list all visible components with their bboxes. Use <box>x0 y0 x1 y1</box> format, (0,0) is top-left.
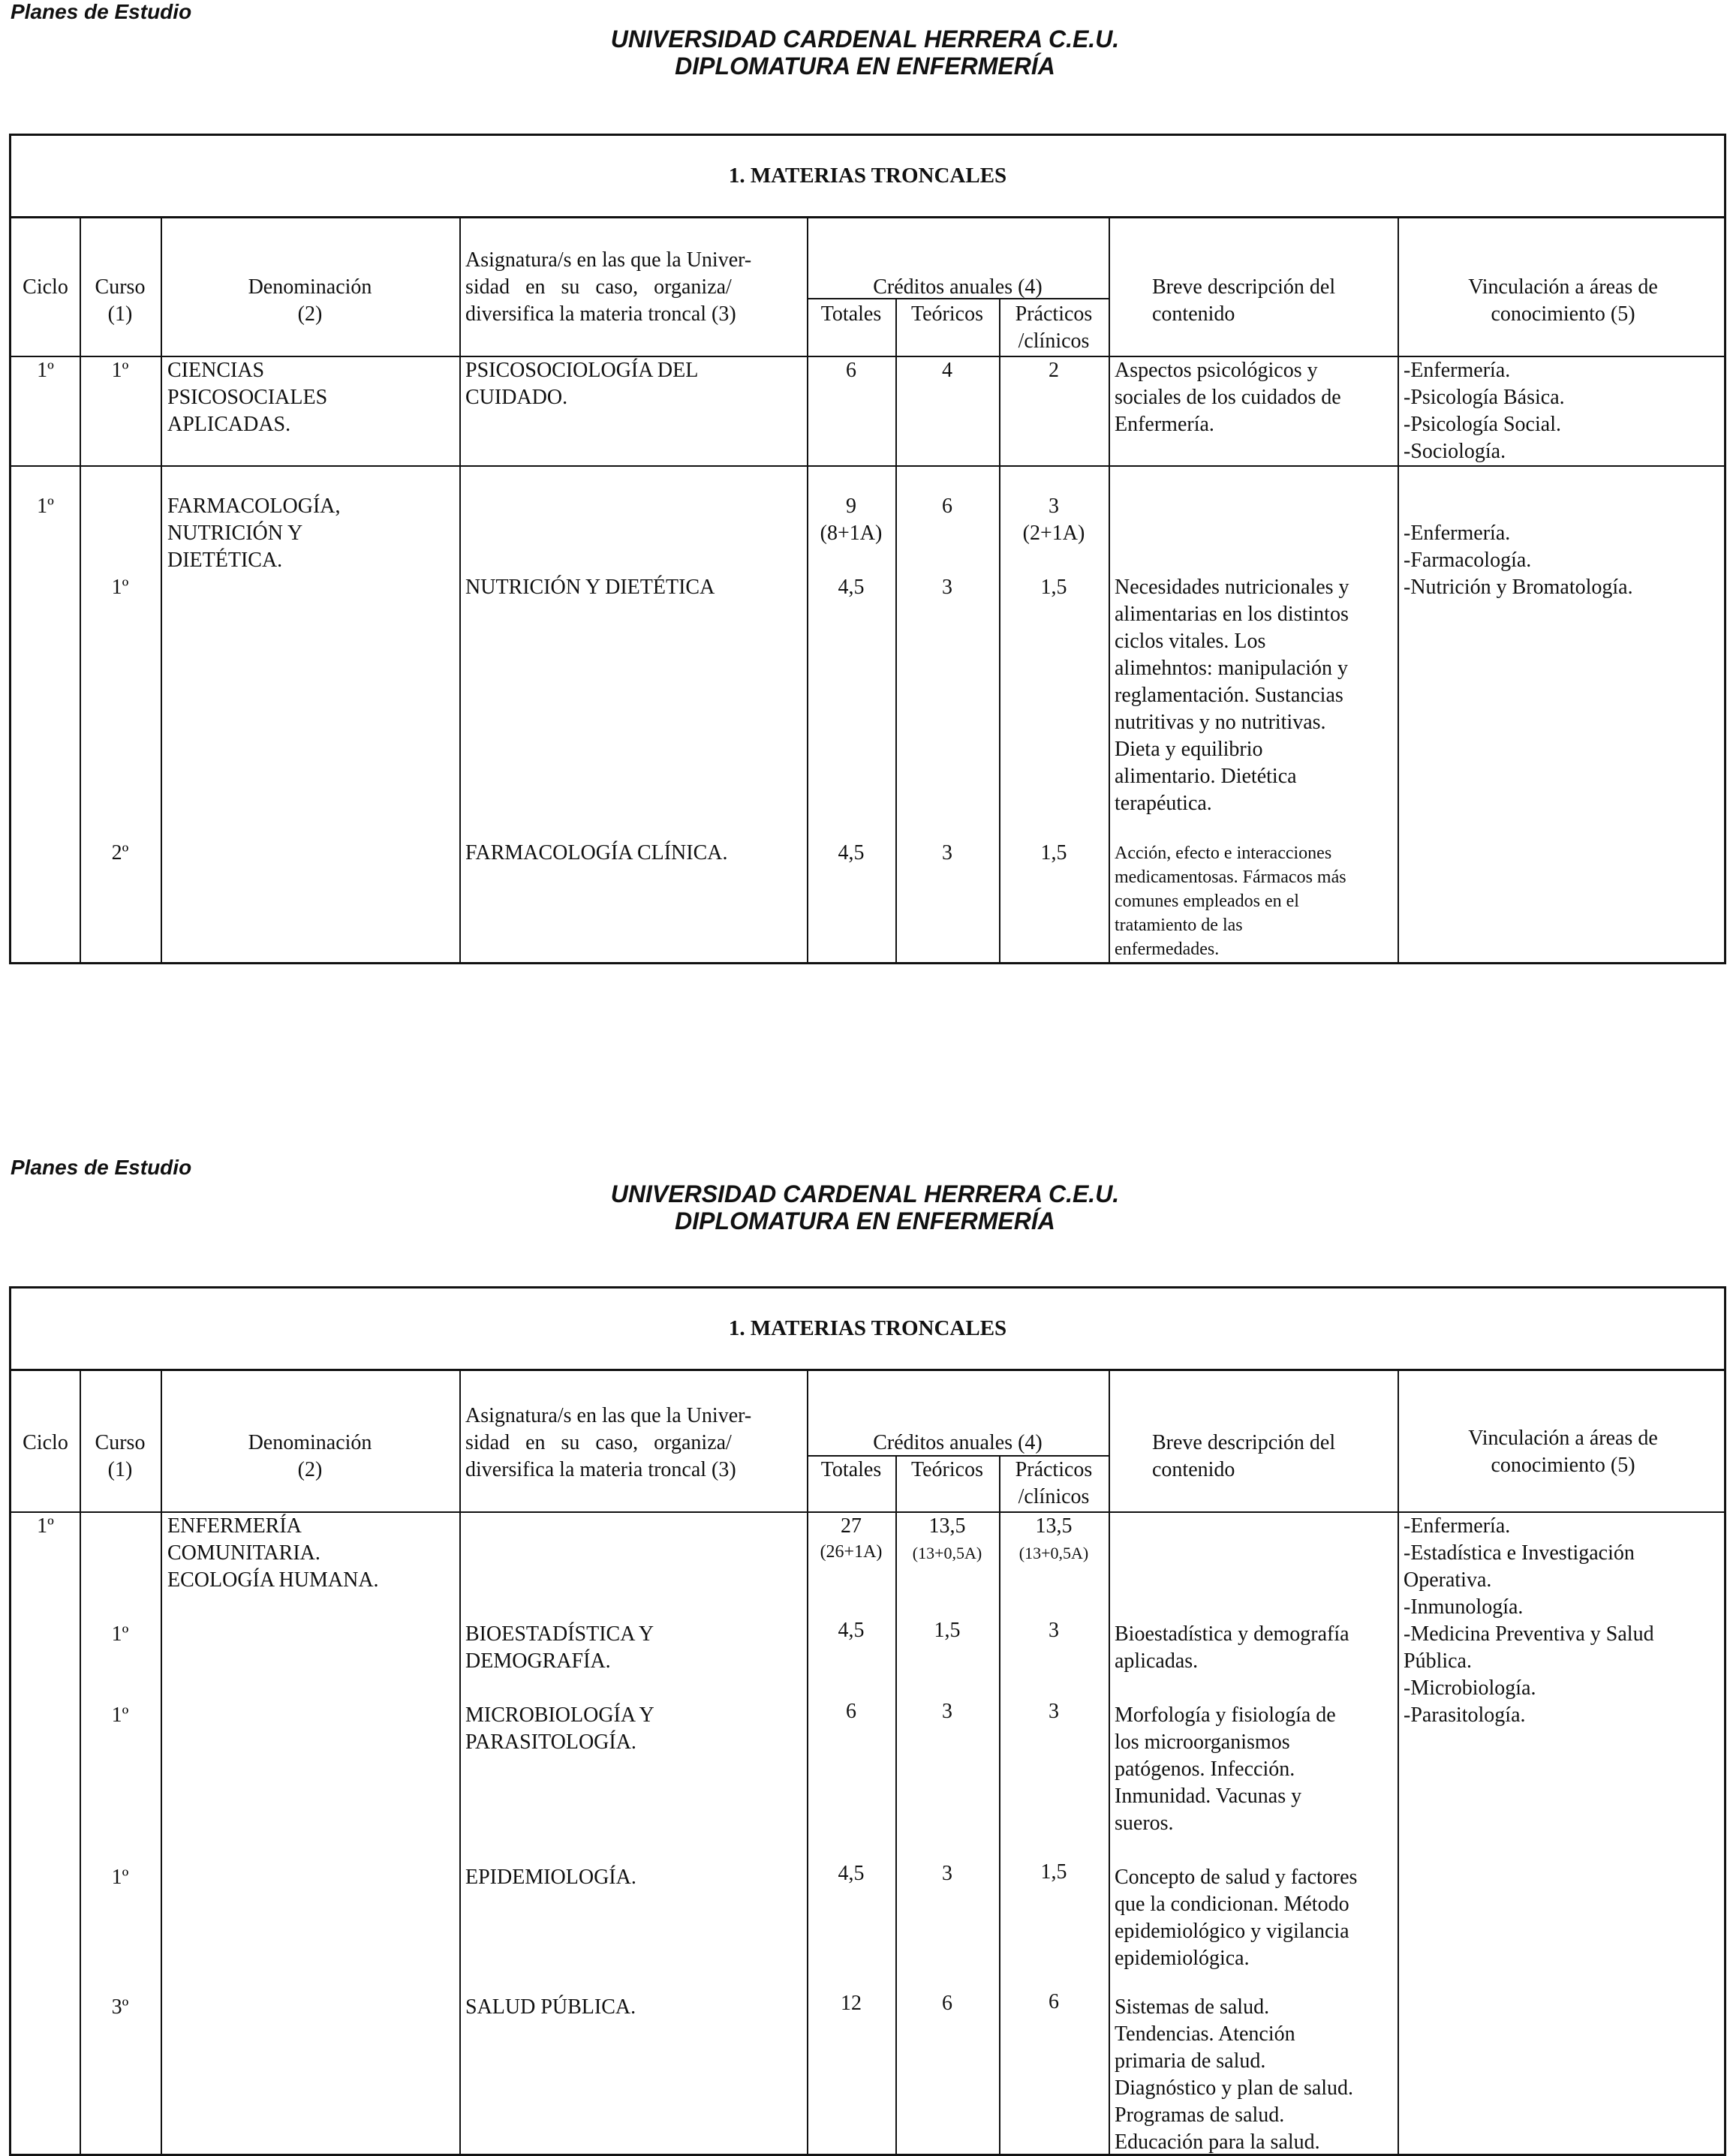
r3d-curso: 3º <box>111 1995 129 2019</box>
r3-teoricos: 13,5 <box>928 1514 966 1538</box>
r2a-descripcion-7: Dieta y equilibrio <box>1115 738 1263 761</box>
r3b-practicos: 3 <box>1049 1700 1059 1723</box>
degree-title: DIPLOMATURA EN ENFERMERÍA <box>675 53 1055 80</box>
header-denominacion-note: (2) <box>297 302 323 326</box>
header-asignatura-2: sidad en su caso, organiza/ <box>465 1431 732 1454</box>
r3-vinculacion-6: Pública. <box>1404 1649 1472 1673</box>
r3c-descripcion-4: epidemiológica. <box>1115 1947 1250 1970</box>
r3-ciclo: 1º <box>37 1514 54 1538</box>
university-title: UNIVERSIDAD CARDENAL HERRERA C.E.U. <box>610 1180 1120 1207</box>
header-descripcion-2: contenido <box>1152 1458 1235 1481</box>
header-vinculacion: Vinculación a áreas de <box>1468 275 1658 299</box>
r2a-curso: 1º <box>111 576 129 599</box>
r3d-asignatura: SALUD PÚBLICA. <box>465 1995 636 2019</box>
r3-vinculacion-3: Operativa. <box>1404 1568 1492 1592</box>
r3-totales: 27 <box>841 1514 862 1538</box>
r3a-totales: 4,5 <box>838 1619 865 1642</box>
r2b-teoricos: 3 <box>942 841 952 865</box>
troncales-table <box>9 134 1726 964</box>
r3c-practicos: 1,5 <box>1040 1860 1067 1884</box>
r2a-totales: 4,5 <box>838 576 865 599</box>
section-title: 1. MATERIAS TRONCALES <box>11 1288 1724 1371</box>
r1-denominacion-3: APLICADAS. <box>167 413 291 436</box>
r3-vinculacion-1: -Enfermería. <box>1404 1514 1511 1538</box>
r1-ciclo: 1º <box>37 359 54 382</box>
r3b-curso: 1º <box>111 1703 129 1727</box>
r3b-descripcion-4: Inmunidad. Vacunas y <box>1115 1785 1302 1808</box>
header-descripcion-2: contenido <box>1152 302 1235 326</box>
r2-practicos: 3 <box>1049 495 1059 518</box>
r3-totales-note: (26+1A) <box>820 1542 883 1562</box>
header-curso: Curso <box>95 1431 146 1454</box>
r3b-descripcion-2: los microorganismos <box>1115 1731 1290 1754</box>
r3a-teoricos: 1,5 <box>934 1619 961 1642</box>
header-curso: Curso <box>95 275 146 299</box>
r3d-descripcion-1: Sistemas de salud. <box>1115 1995 1270 2019</box>
r3b-asignatura-1: MICROBIOLOGÍA Y <box>465 1703 654 1727</box>
r3a-practicos: 3 <box>1049 1619 1059 1642</box>
r2a-descripcion-3: ciclos vitales. Los <box>1115 630 1266 653</box>
troncales-table <box>9 1286 1726 2156</box>
r2-practicos-note: (2+1A) <box>1022 522 1085 545</box>
r1-curso: 1º <box>111 359 129 382</box>
header-curso-note: (1) <box>107 1458 133 1481</box>
r2-teoricos: 6 <box>942 495 952 518</box>
r3-vinculacion-5: -Medicina Preventiva y Salud <box>1404 1622 1654 1646</box>
r2a-asignatura: NUTRICIÓN Y DIETÉTICA <box>465 576 715 599</box>
header-teoricos: Teóricos <box>910 1458 983 1481</box>
r2a-descripcion-1: Necesidades nutricionales y <box>1115 576 1349 599</box>
r2a-descripcion-4: alimehntos: manipulación y <box>1115 657 1349 680</box>
header-totales: Totales <box>820 1458 882 1481</box>
r2-denominacion-3: DIETÉTICA. <box>167 549 283 572</box>
r3-vinculacion-2: -Estadística e Investigación <box>1404 1541 1635 1565</box>
r3b-totales: 6 <box>846 1700 856 1723</box>
r2a-descripcion-2: alimentarias en los distintos <box>1115 603 1349 626</box>
r2b-descripcion-2: medicamentosas. Fármacos más <box>1115 868 1346 887</box>
r3d-descripcion-6: Educación para la salud. <box>1115 2130 1320 2154</box>
r3b-descripcion-3: patógenos. Infección. <box>1115 1758 1295 1781</box>
r3d-totales: 12 <box>841 1992 862 2015</box>
r2-vinculacion-1: -Enfermería. <box>1404 522 1511 545</box>
page-label: Planes de Estudio <box>11 1156 192 1179</box>
header-denominacion: Denominación <box>248 275 372 299</box>
header-clinicos: /clínicos <box>1018 329 1090 353</box>
r3b-asignatura-2: PARASITOLOGÍA. <box>465 1731 636 1754</box>
r3a-descripcion-1: Bioestadística y demografía <box>1115 1622 1349 1646</box>
r1-teoricos: 4 <box>942 359 952 382</box>
r3d-descripcion-2: Tendencias. Atención <box>1115 2022 1295 2046</box>
r1-descripcion-1: Aspectos psicológicos y <box>1115 359 1318 382</box>
page-label: Planes de Estudio <box>11 0 192 23</box>
r3c-asignatura: EPIDEMIOLOGÍA. <box>465 1866 636 1889</box>
header-descripcion: Breve descripción del <box>1152 275 1336 299</box>
header-vinculacion-2: conocimiento (5) <box>1491 302 1635 326</box>
r3a-asignatura-2: DEMOGRAFÍA. <box>465 1649 611 1673</box>
r1-asignatura-1: PSICOSOCIOLOGÍA DEL <box>465 359 699 382</box>
r3a-descripcion-2: aplicadas. <box>1115 1649 1199 1673</box>
degree-title: DIPLOMATURA EN ENFERMERÍA <box>675 1207 1055 1234</box>
r3c-descripcion-2: que la condicionan. Método <box>1115 1893 1349 1916</box>
r1-vinculacion-3: -Psicología Social. <box>1404 413 1561 436</box>
r2-totales-note: (8+1A) <box>820 522 883 545</box>
r2-denominacion-2: NUTRICIÓN Y <box>167 522 303 545</box>
r3-denominacion-3: ECOLOGÍA HUMANA. <box>167 1568 379 1592</box>
r3b-descripcion-1: Morfología y fisiología de <box>1115 1703 1336 1727</box>
header-ciclo: Ciclo <box>23 1431 68 1454</box>
header-ciclo: Ciclo <box>23 275 68 299</box>
r3d-descripcion-3: primaria de salud. <box>1115 2049 1266 2073</box>
r1-totales: 6 <box>846 359 856 382</box>
r3-practicos: 13,5 <box>1035 1514 1073 1538</box>
header-vinculacion-2: conocimiento (5) <box>1491 1454 1635 1477</box>
section-title: 1. MATERIAS TRONCALES <box>11 136 1724 218</box>
r2-ciclo: 1º <box>37 495 54 518</box>
r2-totales: 9 <box>846 495 856 518</box>
r3-vinculacion-8: -Parasitología. <box>1404 1703 1526 1727</box>
r3b-descripcion-5: sueros. <box>1115 1812 1174 1835</box>
r2a-descripcion-5: reglamentación. Sustancias <box>1115 684 1343 707</box>
r2b-descripcion-1: Acción, efecto e interacciones <box>1115 843 1332 863</box>
r2a-descripcion-6: nutritivas y no nutritivas. <box>1115 711 1326 734</box>
r3d-descripcion-4: Diagnóstico y plan de salud. <box>1115 2076 1354 2100</box>
r3-teoricos-note: (13+0,5A) <box>912 1544 982 1562</box>
university-title: UNIVERSIDAD CARDENAL HERRERA C.E.U. <box>610 26 1120 53</box>
r1-descripcion-2: sociales de los cuidados de <box>1115 386 1341 409</box>
r2b-practicos: 1,5 <box>1040 841 1067 865</box>
header-vinculacion: Vinculación a áreas de <box>1468 1427 1658 1450</box>
header-asignatura-3: diversifica la materia troncal (3) <box>465 302 736 326</box>
r3c-descripcion-3: epidemiológico y vigilancia <box>1115 1920 1349 1943</box>
header-creditos: Créditos anuales (4) <box>873 1431 1043 1454</box>
r3b-teoricos: 3 <box>942 1700 952 1723</box>
header-creditos: Créditos anuales (4) <box>873 275 1043 299</box>
r3-practicos-note: (13+0,5A) <box>1018 1544 1089 1562</box>
r2b-totales: 4,5 <box>838 841 865 865</box>
header-practicos: Prácticos <box>1015 1458 1093 1481</box>
header-denominacion-note: (2) <box>297 1458 323 1481</box>
r3-vinculacion-7: -Microbiología. <box>1404 1676 1536 1700</box>
r3-vinculacion-4: -Inmunología. <box>1404 1595 1524 1619</box>
r3a-asignatura-1: BIOESTADÍSTICA Y <box>465 1622 654 1646</box>
r3d-descripcion-5: Programas de salud. <box>1115 2103 1285 2127</box>
r2a-descripcion-8: alimentario. Dietética <box>1115 765 1297 788</box>
header-asignatura-3: diversifica la materia troncal (3) <box>465 1458 736 1481</box>
r3-denominacion-2: COMUNITARIA. <box>167 1541 320 1565</box>
r1-vinculacion-1: -Enfermería. <box>1404 359 1511 382</box>
r3d-teoricos: 6 <box>942 1992 952 2015</box>
r2b-descripcion-3: comunes empleados en el <box>1115 892 1299 911</box>
r2a-practicos: 1,5 <box>1040 576 1067 599</box>
r3c-descripcion-1: Concepto de salud y factores <box>1115 1866 1358 1889</box>
r3a-curso: 1º <box>111 1622 129 1646</box>
header-asignatura-1: Asignatura/s en las que la Univer- <box>465 248 752 272</box>
r2b-asignatura: FARMACOLOGÍA CLÍNICA. <box>465 841 728 865</box>
header-clinicos: /clínicos <box>1018 1485 1090 1508</box>
r2b-curso: 2º <box>111 841 129 865</box>
r1-asignatura-2: CUIDADO. <box>465 386 568 409</box>
r3c-curso: 1º <box>111 1866 129 1889</box>
r3-denominacion-1: ENFERMERÍA <box>167 1514 302 1538</box>
header-curso-note: (1) <box>107 302 133 326</box>
r2-vinculacion-2: -Farmacología. <box>1404 549 1532 572</box>
r2-denominacion-1: FARMACOLOGÍA, <box>167 495 341 518</box>
header-asignatura-1: Asignatura/s en las que la Univer- <box>465 1404 752 1427</box>
r2a-descripcion-9: terapéutica. <box>1115 792 1212 815</box>
r2a-teoricos: 3 <box>942 576 952 599</box>
r1-denominacion-1: CIENCIAS <box>167 359 265 382</box>
header-asignatura-2: sidad en su caso, organiza/ <box>465 275 732 299</box>
r1-denominacion-2: PSICOSOCIALES <box>167 386 328 409</box>
r3d-practicos: 6 <box>1049 1990 1059 2013</box>
r1-descripcion-3: Enfermería. <box>1115 413 1214 436</box>
r2-vinculacion-3: -Nutrición y Bromatología. <box>1404 576 1633 599</box>
r3c-teoricos: 3 <box>942 1862 952 1885</box>
header-denominacion: Denominación <box>248 1431 372 1454</box>
r1-vinculacion-4: -Sociología. <box>1404 440 1506 463</box>
r3c-totales: 4,5 <box>838 1862 865 1885</box>
header-totales: Totales <box>820 302 882 326</box>
r2b-descripcion-4: tratamiento de las <box>1115 916 1243 935</box>
header-practicos: Prácticos <box>1015 302 1093 326</box>
header-teoricos: Teóricos <box>910 302 983 326</box>
header-descripcion: Breve descripción del <box>1152 1431 1336 1454</box>
r2b-descripcion-5: enfermedades. <box>1115 940 1220 959</box>
r1-practicos: 2 <box>1049 359 1059 382</box>
r1-vinculacion-2: -Psicología Básica. <box>1404 386 1565 409</box>
